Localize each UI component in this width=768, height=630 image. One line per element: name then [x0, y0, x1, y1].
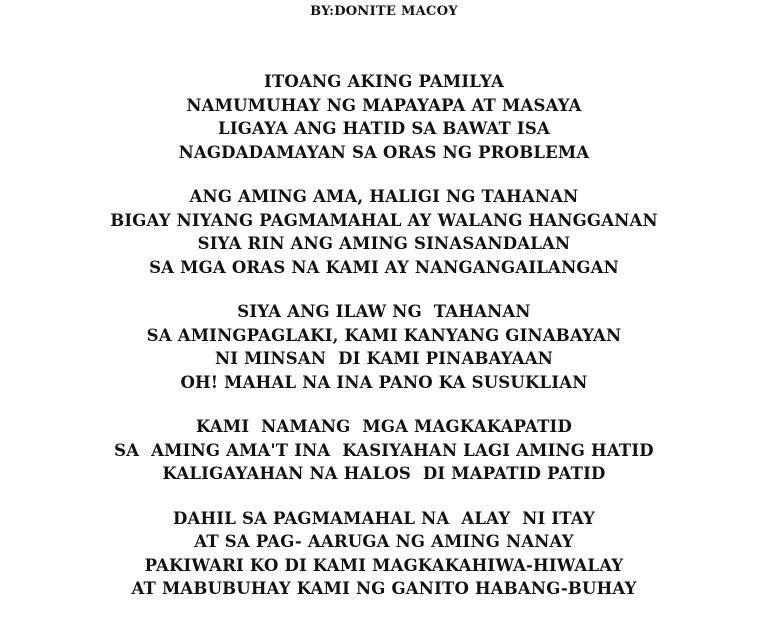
stanza-1 [0, 70, 768, 164]
poem-line: OH! MAHAL NA INA PANO KA SUSUKLIAN [180, 372, 588, 392]
stanza-4 [0, 415, 768, 486]
poem-line: BIGAY NIYANG PAGMAMAHAL AY WALANG HANGGANAN [110, 210, 658, 230]
stanza-3 [0, 300, 768, 394]
poem-line: NAGDADAMAYAN SA ORAS NG PROBLEMA [178, 142, 590, 162]
stanza-5 [0, 507, 768, 601]
poem-line: KAMI NAMANG MGA MAGKAKAPATID [196, 417, 572, 436]
poem-line: AT MABUBUHAY KAMI NG GANITO HABANG-BUHAY [131, 579, 637, 598]
poem-line: ITOANG AKING PAMILYA [264, 72, 504, 91]
poem-line: SA MGA ORAS NA KAMI AY NANGANGAILANGAN [149, 257, 619, 277]
poem-line: SIYA RIN ANG AMING SINASANDALAN [197, 234, 571, 253]
poem-line: NAMUMUHAY NG MAPAYAPA AT MASAYA [186, 95, 582, 115]
poem [0, 70, 768, 622]
poem-line: SA AMING AMA'T INA KASIYAHAN LAGI AMING HATID [114, 440, 654, 460]
poem-line: DAHIL SA PAGMAMAHAL NA ALAY NI ITAY [172, 508, 596, 528]
poem-line: AT SA PAG- AARUGA NG AMING NANAY [194, 532, 574, 551]
byline: BY:DONITE MACOY [310, 4, 458, 19]
poem-line: NI MINSAN DI KAMI PINABAYAAN [214, 349, 553, 368]
poem-line: KALIGAYAHAN NA HALOS DI MAPATID PATID [162, 464, 606, 483]
poem-line: ANG AMING AMA, HALIGI NG TAHANAN [189, 187, 579, 206]
poem-line: SIYA ANG ILAW NG TAHANAN [237, 302, 531, 321]
poem-line: LIGAYA ANG HATID SA BAWAT ISA [218, 119, 550, 138]
stanza-2 [0, 185, 768, 279]
poem-line: SA AMINGPAGLAKI, KAMI KANYANG GINABAYAN [146, 325, 622, 345]
poem-line: PAKIWARI KO DI KAMI MAGKAKAHIWA-HIWALAY [144, 555, 624, 575]
